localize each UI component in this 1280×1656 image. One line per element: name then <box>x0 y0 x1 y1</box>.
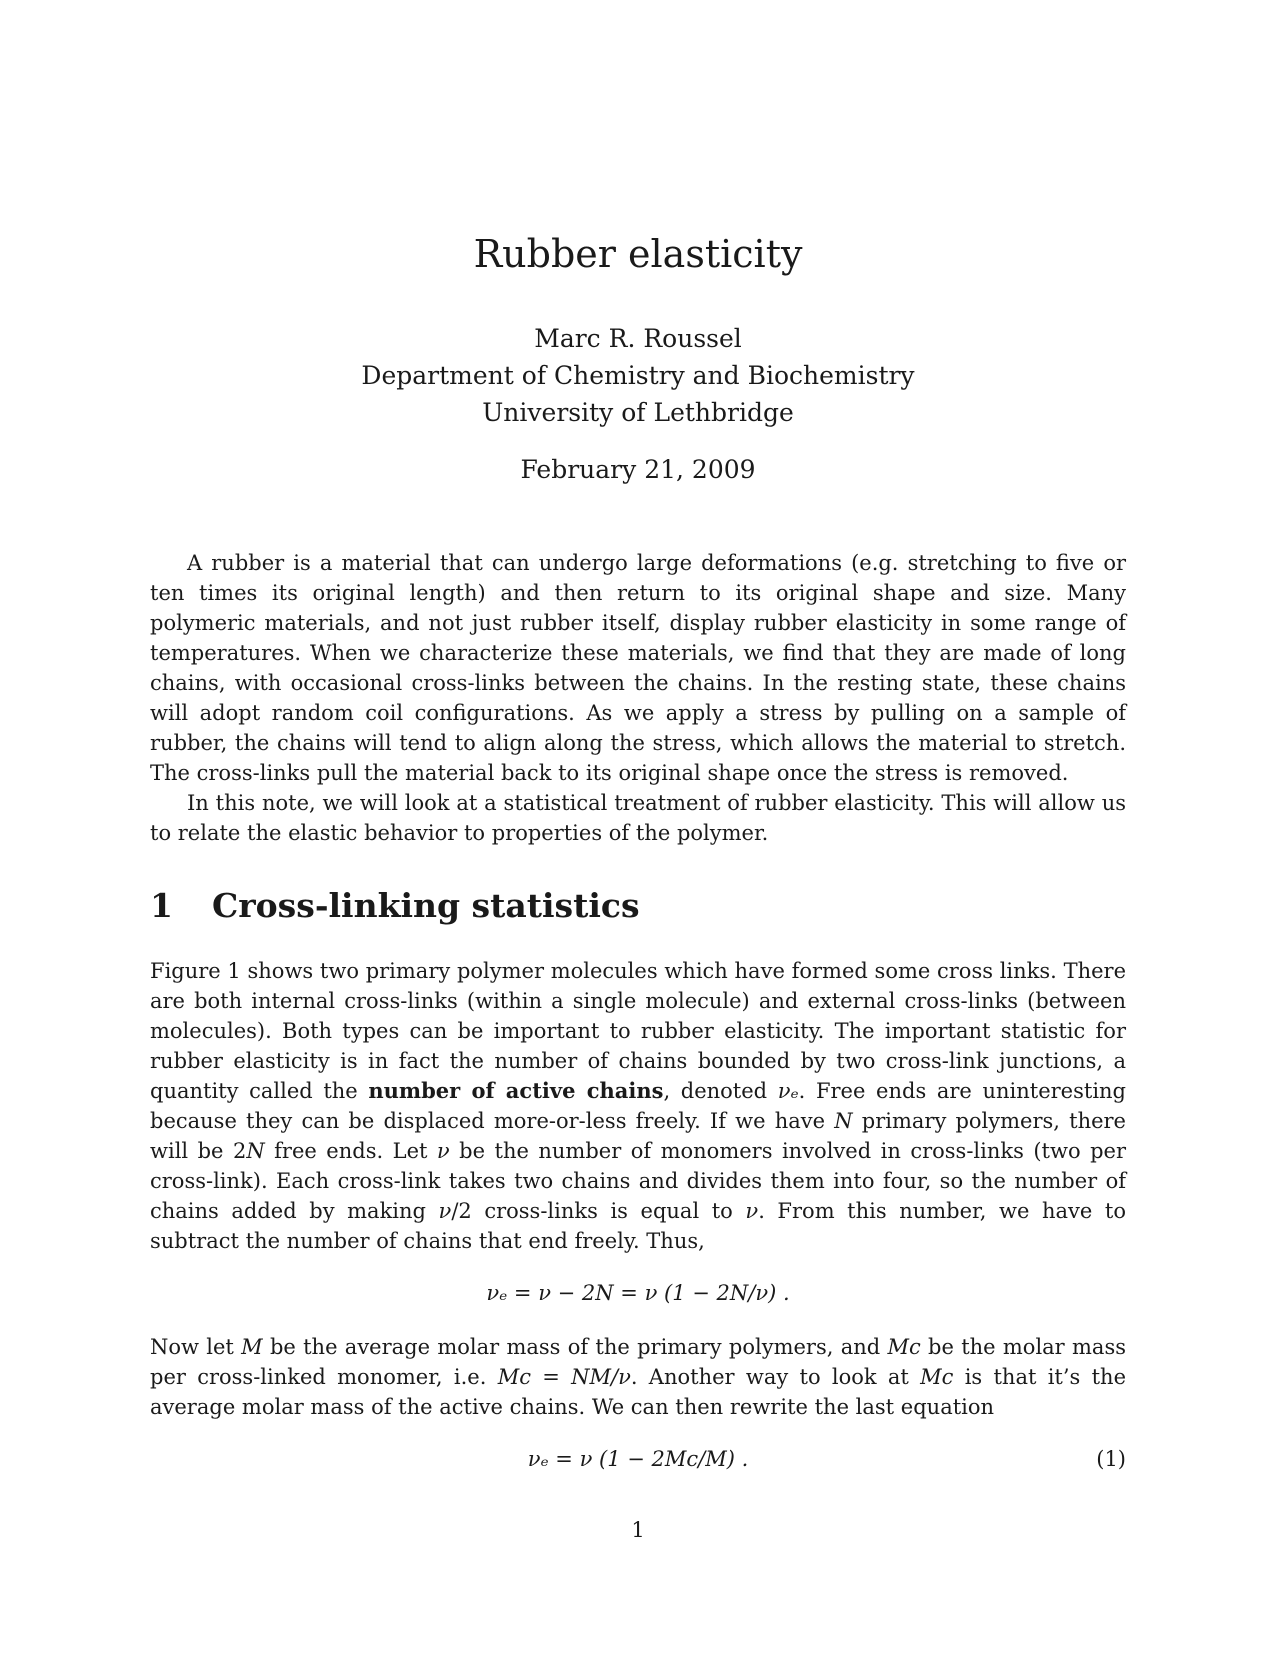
author-institution: University of Lethbridge <box>482 398 794 427</box>
equation-unnumbered: νₑ = ν − 2N = ν (1 − 2N/ν) . <box>486 1281 790 1305</box>
math-N: N <box>834 1109 853 1133</box>
equation-number: (1) <box>1096 1447 1126 1471</box>
math-Mc: Mc <box>920 1365 954 1389</box>
page-number: 1 <box>631 1518 645 1542</box>
math-M: M <box>241 1335 263 1359</box>
paper-page <box>150 0 1126 1656</box>
author-name: Marc R. Roussel <box>534 324 742 353</box>
math-nu-e: νₑ <box>777 1079 799 1103</box>
math-Mc-definition: Mc = NM/ν <box>497 1365 631 1389</box>
math-nu: ν <box>436 1139 450 1163</box>
intro-paragraph-1: A rubber is a material that can undergo large deformations (e.g. stretching to five or ten times its original length) and then return to its original shape and size. Many polymeric materials, and not just rubber itself, display rubber elasticity in some range of temperatures. When we characterize these materials, we find that they are made of long chains, with occasional cross-links between the chains. In the resting state, these chains will adopt random coil configurations. As we apply a stress by pulling on a sample of rubber, the chains will tend to align along the stress, which allows the material to stretch. The cross-links pull the material back to its original shape once the stress is removed. <box>150 551 1126 785</box>
section-number: 1 <box>150 886 173 925</box>
equation-1: νₑ = ν (1 − 2Mc/M) . (1) <box>150 1444 1126 1474</box>
section-title: Cross-linking statistics <box>212 886 640 925</box>
bold-term: number of active chains <box>368 1078 664 1103</box>
math-Mc: Mc <box>887 1335 921 1359</box>
intro-paragraph-2: In this note, we will look at a statistical treatment of rubber elasticity. This will allow us to relate the elastic behavior to properties of the polymer. <box>150 791 1126 845</box>
section-body <box>150 956 1126 1498</box>
section-paragraph-2: Now let M be the average molar mass of the primary polymers, and Mc be the molar mass per cross-linked monomer, i.e. Mc = NM/ν. Another way to look at Mc is that it’s the average molar mass of the active chains. We can then rewrite the last equation <box>150 1335 1126 1419</box>
paper-title: Rubber elasticity <box>473 232 803 276</box>
section-paragraph-1: Figure 1 shows two primary polymer molecules which have formed some cross links. There are both internal cross-links (within a single molecule) and external cross-links (between molecules). Both types can be important to rubber elasticity. The important statistic for rubber elasticity is in fact the number of chains bounded by two cross-link junctions, a quantity called the number of active chains, denoted νₑ. Free ends are uninteresting because they can be displaced more-or-less freely. If we have N primary polymers, there will be 2N free ends. Let ν be the number of monomers involved in cross-links (two per cross-link). Each cross-link takes two chains and divides them into four, so the number of chains added by making ν/2 cross-links is equal to ν. From this number, we have to subtract the number of chains that end freely. Thus, <box>150 959 1126 1253</box>
intro-text <box>150 548 1126 848</box>
author-block <box>150 320 1126 431</box>
math-nu: ν <box>438 1199 452 1223</box>
author-department: Department of Chemistry and Biochemistry <box>361 361 915 390</box>
math-N: N <box>246 1139 265 1163</box>
math-nu: ν <box>745 1199 759 1223</box>
paper-date: February 21, 2009 <box>520 455 756 484</box>
section-heading <box>150 886 640 925</box>
